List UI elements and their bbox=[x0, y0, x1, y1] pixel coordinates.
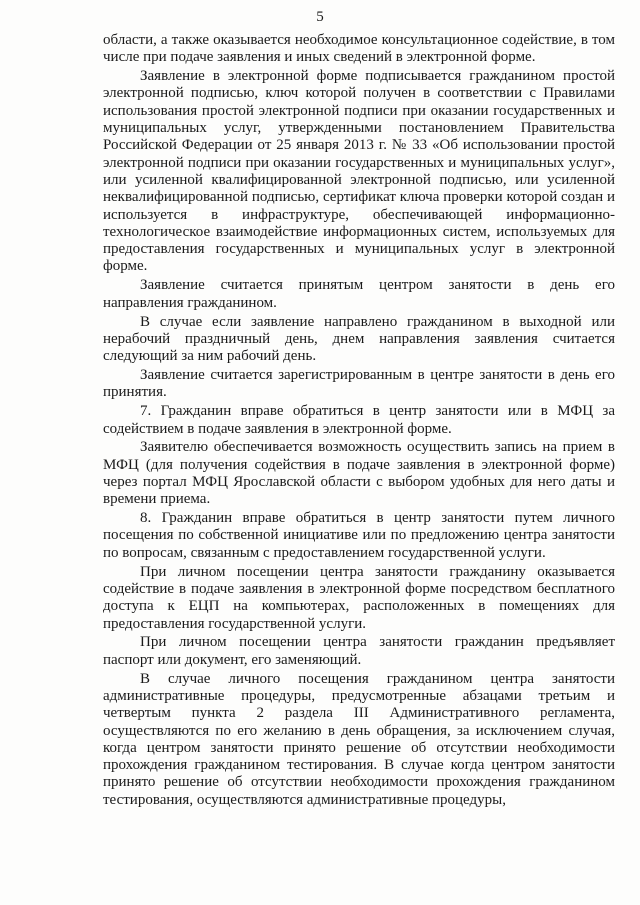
paragraph: 7. Гражданин вправе обратиться в центр занятости или в МФЦ за содействием в подаче заявления в электронной форме. bbox=[103, 403, 615, 437]
paragraph: Заявление считается зарегистрированным в центре занятости в день его принятия. bbox=[103, 367, 615, 401]
paragraph: области, а также оказывается необходимое консультационное содействие, в том числе при подаче заявления и иных сведений в электронной форме. bbox=[103, 32, 615, 66]
paragraph: В случае личного посещения гражданином центра занятости административные процедуры, предусмотренные абзацами третьим и четвертым пункта 2 раздела III Административного регламента, осуществляются по его желанию в день обращения, за исключением случая, когда центром занятости принято решение об отсутствии необходимости прохождения гражданином тестирования. В случае когда центром занятости принято решение об отсутствии необходимости прохождения гражданином тестирования, осуществляются административные процедуры, bbox=[103, 670, 615, 808]
page-number: 5 bbox=[316, 9, 324, 25]
paragraph: Заявление в электронной форме подписывается гражданином простой электронной подписью, ключ которой получен в соответствии с Правилами использования простой электронной подписи при оказании государственных и муниципальных услуг, утвержденными постановлением Правительства Российской Федерации от 25 января 2013 г. № 33 «Об использовании простой электронной подписи при оказании государственных и муниципальных услуг», или усиленной квалифицированной электронной подписью, или усиленной неквалифицированной подписью, сертификат ключа проверки которой создан и используется в инфраструктуре, обеспечивающей информационно-технологическое взаимодействие информационных систем, используемых для предоставления государственных и муниципальных услуг в электронной форме. bbox=[103, 68, 615, 275]
paragraph: При личном посещении центра занятости гражданин предъявляет паспорт или документ, его заменяющий. bbox=[103, 634, 615, 668]
paragraph: В случае если заявление направлено гражданином в выходной или нерабочий праздничный день, днем направления заявления считается следующий за ним рабочий день. bbox=[103, 313, 615, 365]
paragraph: Заявление считается принятым центром занятости в день его направления гражданином. bbox=[103, 277, 615, 311]
paragraph: Заявителю обеспечивается возможность осуществить запись на прием в МФЦ (для получения содействия в подаче заявления в электронной форме) через портал МФЦ Ярославской области с выбором удобных для него даты и времени приема. bbox=[103, 439, 615, 508]
paragraph: 8. Гражданин вправе обратиться в центр занятости путем личного посещения по собственной инициативе или по предложению центра занятости по вопросам, связанным с предоставлением государственной услуги. bbox=[103, 510, 615, 561]
paragraph: При личном посещении центра занятости гражданину оказывается содействие в подаче заявления в электронной форме посредством бесплатного доступа к ЕЦП на компьютерах, расположенных в помещениях для предоставления государственной услуги. bbox=[103, 563, 615, 632]
document-body bbox=[103, 32, 615, 811]
